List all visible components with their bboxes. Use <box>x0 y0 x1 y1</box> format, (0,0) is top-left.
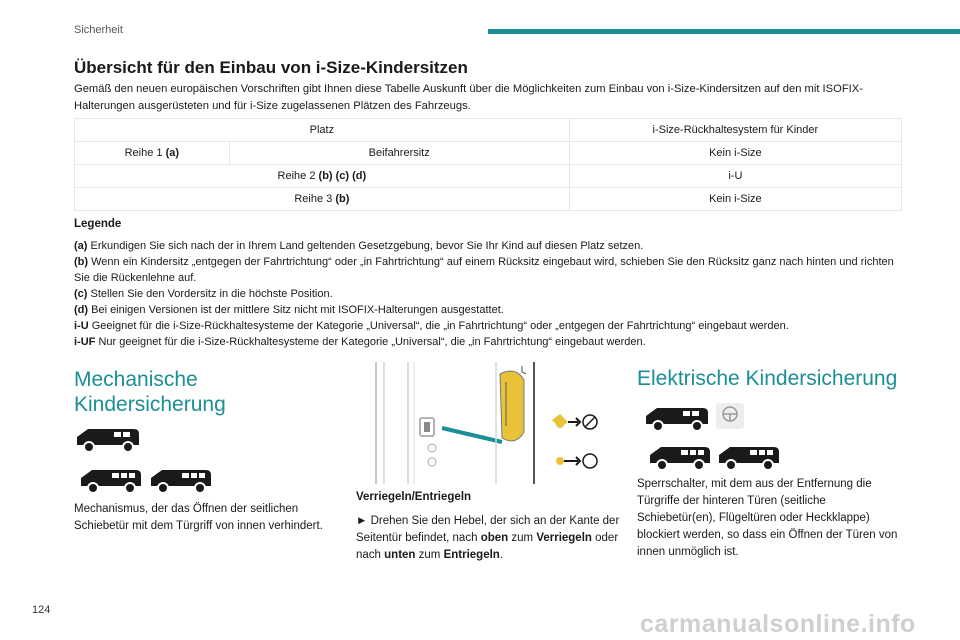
table-cell-value: i-U <box>569 165 901 188</box>
electric-title: Elektrische Kindersicherung <box>637 367 898 390</box>
legend-title: Legende <box>74 218 122 230</box>
van-medium-icon <box>78 466 144 496</box>
table-header-cell: Platz <box>75 119 570 142</box>
table-row <box>75 142 902 165</box>
lock-text: ► Drehen Sie den Hebel, der sich an der Kante der Seitentür befindet, nach oben zum Verriegeln oder nach unten zum Entriegeln. <box>356 515 620 561</box>
isize-table <box>74 118 902 211</box>
legend-item: (a) Erkundigen Sie sich nach der in Ihrem Land geltenden Gesetzgebung, bevor Sie Ihr Kind auf diesen Platz setzen. <box>74 240 644 252</box>
van-medium-icon <box>647 443 713 473</box>
van-short-icon <box>643 404 711 434</box>
table-header-row <box>75 119 902 142</box>
table-cell-row: Reihe 3 (b) <box>75 188 570 211</box>
table-cell-row: Reihe 1 (a) <box>75 142 230 165</box>
mechanical-title: Mechanische Kindersicherung <box>74 368 226 416</box>
table-cell-row: Reihe 2 (b) (c) (d) <box>75 165 570 188</box>
table-cell-value: Kein i-Size <box>569 188 901 211</box>
table-row <box>75 165 902 188</box>
intro-paragraph: Gemäß den neuen europäischen Vorschriften gibt Ihnen diese Tabelle Auskunft über die Möglichkeiten zum Einbau von i-Size-Kindersitzen auf den mit ISOFIX-Halterungen ausgerüsteten und für i-Size zugelassenen Plätzen des Fahrzeugs. <box>74 83 863 112</box>
legend-item: (d) Bei einigen Versionen ist der mittlere Sitz nicht mit ISOFIX-Halterungen ausgestattet. <box>74 304 504 316</box>
child-lock-illustration <box>356 362 618 484</box>
table-cell-value: Kein i-Size <box>569 142 901 165</box>
van-long-icon <box>716 443 782 473</box>
electric-text: Sperrschalter, mit dem aus der Entfernung die Türgriffe der hinteren Türen (seitliche Schiebetür(en), Flügeltüren oder Heckklappe) blockiert werden, so dass ein Öffnen der Türen von innen unmöglich ist. <box>637 478 898 558</box>
van-long-icon <box>148 466 214 496</box>
legend-list <box>74 238 904 350</box>
page-number: 124 <box>32 604 51 616</box>
mechanical-text: Mechanismus, der das Öffnen der seitlichen Schiebetür mit dem Türgriff von innen verhindert. <box>74 503 323 532</box>
legend-item: i-U Geeignet für die i-Size-Rückhaltesysteme der Kategorie „Universal“, die „in Fahrtrichtung“ oder „entgegen der Fahrtrichtung“ eingebaut werden. <box>74 320 789 332</box>
table-cell-seat: Beifahrersitz <box>229 142 569 165</box>
table-header-cell: i-Size-Rückhaltesystem für Kinder <box>569 119 901 142</box>
section-label: Sicherheit <box>74 24 123 36</box>
lock-title: Verriegeln/Entriegeln <box>356 491 472 503</box>
watermark: carmanualsonline.info <box>640 610 916 638</box>
table-row <box>75 188 902 211</box>
steering-wheel-icon <box>716 403 744 429</box>
legend-item: i-UF Nur geeignet für die i-Size-Rückhaltesysteme der Kategorie „Universal“, die „in Fahrtrichtung“ eingebaut werden. <box>74 336 646 348</box>
legend-item: (c) Stellen Sie den Vordersitz in die höchste Position. <box>74 288 333 300</box>
page-title: Übersicht für den Einbau von i-Size-Kindersitzen <box>74 58 468 77</box>
van-short-icon <box>74 425 142 455</box>
legend-item: (b) Wenn ein Kindersitz „entgegen der Fahrtrichtung“ oder „in Fahrtrichtung“ auf einem Rücksitz eingebaut wird, schieben Sie den Rücksitz ganz nach hinten und richten Sie die Rückenlehne auf. <box>74 256 894 284</box>
header-accent-bar <box>488 29 960 34</box>
